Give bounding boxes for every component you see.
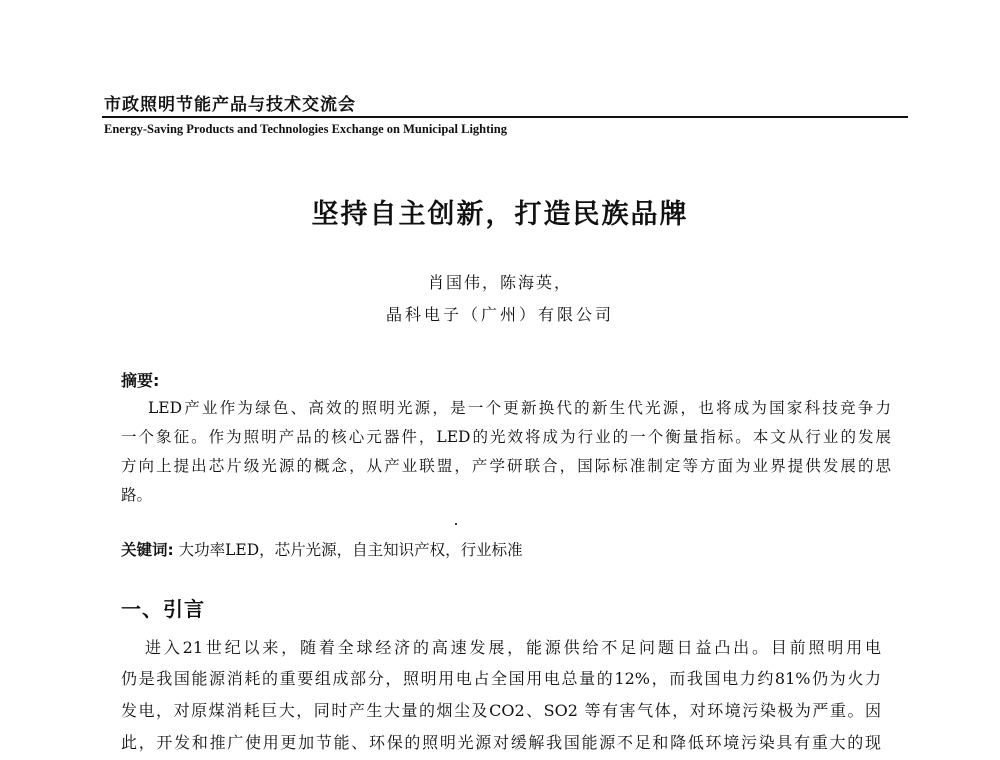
section-heading: 一、引言 [121, 597, 205, 621]
keywords-label: 关键词: [121, 541, 174, 559]
paper-authors: 肖国伟，陈海英， [427, 273, 572, 292]
abstract-line: 路。 [121, 486, 153, 504]
header-chinese: 市政照明节能产品与技术交流会 [104, 95, 356, 115]
body-line: 发电，对原煤消耗巨大，同时产生大量的烟尘及CO2、SO2 等有害气体，对环境污染极为严重。因 [121, 701, 881, 720]
abstract-label: 摘要: [121, 371, 160, 390]
scan-speck [455, 523, 457, 525]
body-line: 进入21世纪以来，随着全球经济的高速发展，能源供给不足问题日益凸出。目前照明用电 [145, 638, 881, 657]
abstract-line: LED产业作为绿色、高效的照明光源，是一个更新换代的新生代光源，也将成为国家科技竞争力 [148, 399, 891, 417]
keywords [121, 538, 523, 560]
header-rule [102, 116, 908, 118]
keywords-text: 大功率LED，芯片光源，自主知识产权，行业标准 [178, 541, 523, 559]
paper-title: 坚持自主创新，打造民族品牌 [311, 199, 689, 230]
header-english: Energy-Saving Products and Technologies Exchange on Municipal Lighting [104, 122, 507, 136]
abstract-line: 方向上提出芯片级光源的概念，从产业联盟，产学研联合，国际标准制定等方面为业界提供发展的思 [121, 457, 891, 475]
paper-affiliation: 晶科电子（广州）有限公司 [385, 305, 614, 324]
body-line: 此，开发和推广使用更加节能、环保的照明光源对缓解我国能源不足和降低环境污染具有重大的现 [121, 733, 881, 752]
abstract-line: 一个象征。作为照明产品的核心元器件，LED的光效将成为行业的一个衡量指标。本文从行业的发展 [121, 428, 891, 446]
body-line: 仍是我国能源消耗的重要组成部分，照明用电占全国用电总量的12%，而我国电力约81%仍为火力 [121, 669, 881, 688]
